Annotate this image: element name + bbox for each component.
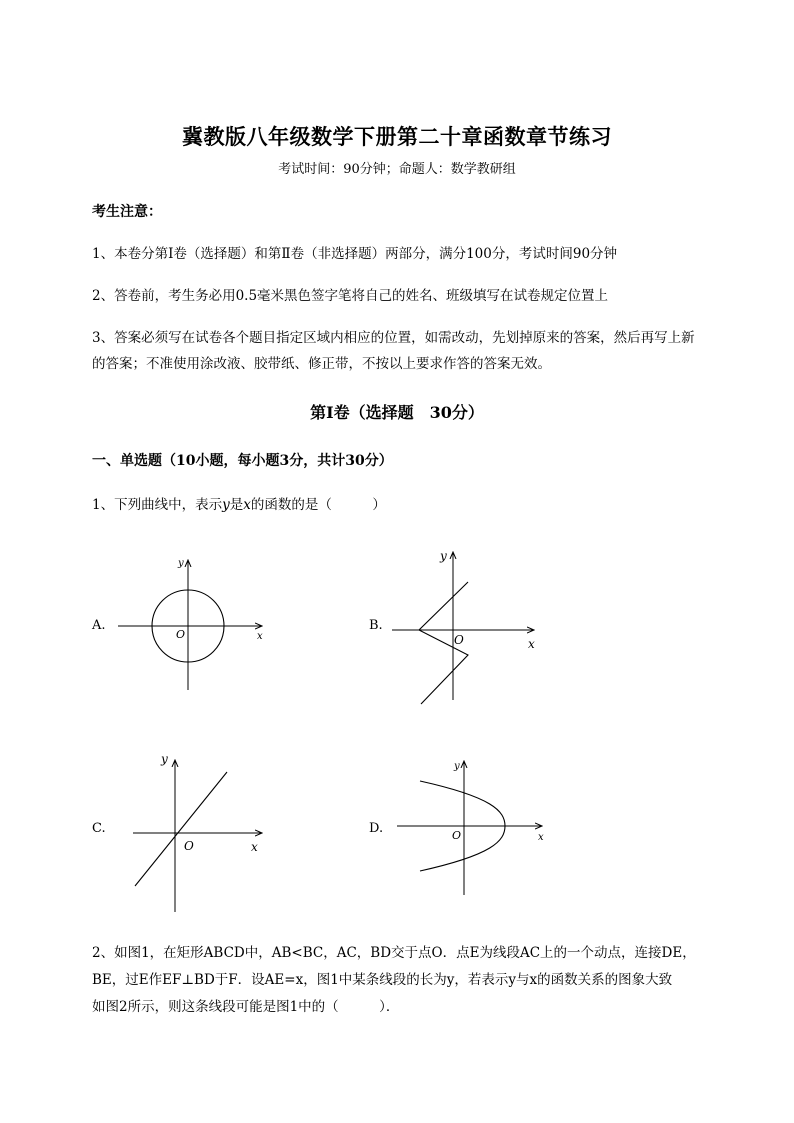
part-title: 一、单选题（10小题，每小题3分，共计30分） bbox=[92, 453, 393, 469]
notice-item-1: 1、本卷分第I卷（选择题）和第Ⅱ卷（非选择题）两部分，满分100分，考试时间90分钟 bbox=[92, 246, 618, 262]
graph-a-x-label: x bbox=[257, 631, 263, 642]
graph-a-origin: O bbox=[176, 628, 186, 641]
q1-prefix: 1、下列曲线中，表示 bbox=[92, 497, 223, 513]
q1-var-x: x bbox=[243, 497, 251, 513]
q1-var-y: y bbox=[222, 497, 230, 513]
question-2-line-1: 2、如图1，在矩形ABCD中，AB<BC，AC，BD交于点O．点E为线段AC上的一个动点，连接DE， bbox=[92, 945, 696, 961]
graph-d-origin: O bbox=[452, 829, 462, 842]
exam-subtitle: 考试时间：90分钟；命题人：数学教研组 bbox=[278, 162, 516, 177]
page-title: 冀教版八年级数学下册第二十章函数章节练习 bbox=[182, 124, 612, 149]
graph-c-x-label: x bbox=[251, 840, 258, 854]
graph-d-x-label: x bbox=[538, 832, 544, 843]
option-b-label: B. bbox=[369, 618, 383, 633]
graph-a-circle bbox=[110, 550, 280, 700]
graph-c-curve bbox=[135, 772, 227, 886]
q1-suffix: 的函数的是（ ） bbox=[250, 497, 386, 513]
graph-d-parabola bbox=[392, 755, 552, 900]
section-title: 第I卷（选择题 30分） bbox=[310, 403, 484, 422]
graph-b-y-label: y bbox=[440, 549, 447, 563]
question-2-line-3: 如图2所示，则这条线段可能是图1中的（ ）． bbox=[92, 999, 400, 1015]
graph-c-line bbox=[125, 750, 275, 920]
graph-a-y-label: y bbox=[178, 558, 184, 569]
notice-item-3: 3、答案必须写在试卷各个题目指定区域内相应的位置，如需改动，先划掉原来的答案，然后再写上新 bbox=[92, 330, 695, 346]
q1-middle: 是 bbox=[229, 497, 244, 513]
graph-c-origin: O bbox=[184, 839, 194, 853]
graph-b-x-label: x bbox=[528, 637, 535, 651]
option-c-label: C. bbox=[92, 821, 106, 836]
notice-item-3-cont: 的答案；不准使用涂改液、胶带纸、修正带，不按以上要求作答的答案无效。 bbox=[92, 356, 551, 372]
option-a-label: A. bbox=[92, 618, 106, 633]
notice-item-2: 2、答卷前，考生务必用0.5毫米黑色签字笔将自己的姓名、班级填写在试卷规定位置上 bbox=[92, 288, 609, 304]
notice-heading: 考生注意： bbox=[92, 204, 162, 220]
question-2-line-2: BE，过E作EF⊥BD于F．设AE=x，图1中某条线段的长为y，若表示y与x的函数关系的图象大致 bbox=[92, 972, 673, 988]
graph-b-lines bbox=[388, 540, 548, 710]
question-1-stem bbox=[92, 493, 386, 513]
graph-d-y-label: y bbox=[454, 761, 460, 772]
graph-c-y-label: y bbox=[161, 752, 168, 766]
graph-b-origin: O bbox=[454, 633, 464, 647]
option-d-label: D. bbox=[369, 821, 384, 836]
